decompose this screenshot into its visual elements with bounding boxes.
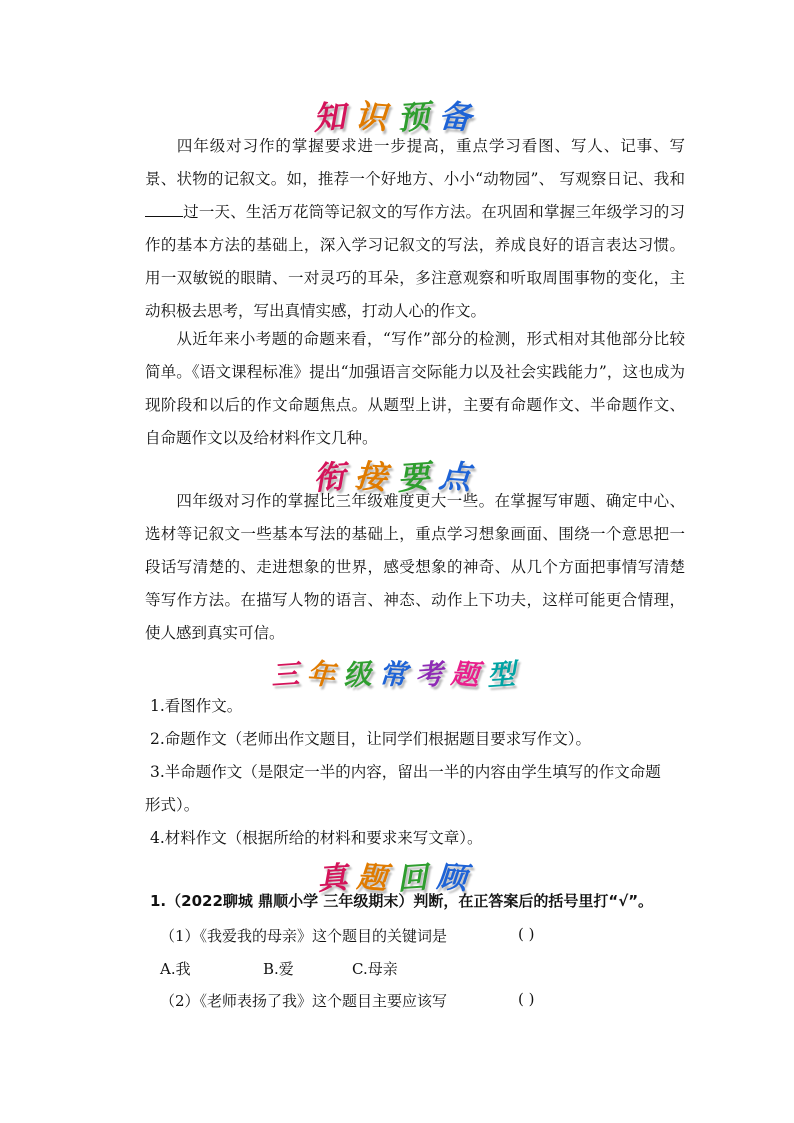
knowledge-text-part-1: 四年级对习作的掌握要求进一步提高，重点学习看图、写人、记事、写景、状物的记叙文。如，推荐一个好地方、小小“动物园”、 写观察日记、我和 [145, 137, 685, 188]
type-item-3-continued: 形式）。 [145, 796, 200, 814]
knowledge-text-part-2: 过一天、生活万花筒等记叙文的写作方法。在巩固和掌握三年级学习的习作的基本方法的基础上，深入学习记叙文的写法，养成良好的语言表达习惯。用一双敏锐的眼睛、一对灵巧的耳朵，多注意观察和听取周围事物的变化，主动积极去思考，写出真情实感，打动人心的作文。 [145, 203, 685, 320]
option-c[interactable]: C.母亲 [352, 960, 398, 978]
knowledge-paragraph-2 [145, 323, 685, 455]
answer-bracket-2[interactable]: ( ) [518, 990, 535, 1008]
heading-char: 题 [355, 859, 398, 898]
heading-char: 型 [486, 656, 525, 693]
heading-char: 备 [437, 96, 483, 138]
heading-char: 考 [413, 656, 453, 693]
heading-char: 接 [353, 456, 399, 498]
knowledge-paragraph-1 [145, 130, 685, 328]
fill-blank [145, 202, 183, 217]
heading-char: 回 [396, 859, 439, 898]
connection-paragraph [145, 485, 685, 650]
option-a[interactable]: A.我 [160, 960, 191, 978]
option-b[interactable]: B.爱 [263, 960, 294, 978]
heading-char: 衔 [311, 456, 357, 498]
question-2: （2）《老师表扬了我》这个题目主要应该写 [160, 992, 448, 1010]
heading-char: 识 [353, 96, 399, 138]
heading-char: 年 [305, 656, 344, 693]
heading-char: 三 [269, 656, 309, 693]
heading-char: 级 [341, 656, 381, 693]
heading-char: 顾 [435, 859, 478, 898]
heading-char: 要 [395, 456, 441, 498]
question-1: （1）《我爱我的母亲》这个题目的关键词是 [160, 927, 448, 945]
connection-text: 四年级对习作的掌握比三年级难度更大一些。在掌握写审题、确定中心、选材等记叙文一些基本写法的基础上，重点学习想象画面、围绕一个意思把一段话写清楚的、走进想象的世界，感受想象的神奇、从几个方面把事情写清楚等写作方法。在描写人物的语言、神态、动作上下功夫，这样可能更合情理，使人感到真实可信。 [145, 492, 685, 642]
type-item-1: 1.看图作文。 [150, 697, 243, 715]
answer-bracket-1[interactable]: ( ) [518, 925, 535, 943]
heading-char: 真 [316, 859, 359, 898]
type-item-4: 4.材料作文（根据所给的材料和要求来写文章）。 [150, 829, 483, 847]
knowledge-text-p2: 从近年来小考题的命题来看，“写作”部分的检测，形式相对其他部分比较简单。《语文课程标准》提出“加强语言交际能力以及社会实践能力”，这也成为现阶段和以后的作文命题焦点。从题型上讲，主要有命题作文、半命题作文、自命题作文以及给材料作文几种。 [145, 330, 685, 447]
type-item-2: 2.命题作文（老师出作文题目，让同学们根据题目要求写作文）。 [150, 730, 592, 748]
heading-char: 预 [395, 96, 441, 138]
question-title: 1.（2022聊城 鼎顺小学 三年级期末）判断，在正答案后的括号里打“√”。 [150, 892, 654, 910]
heading-char: 题 [449, 656, 489, 693]
heading-char: 常 [377, 656, 417, 693]
heading-char: 点 [437, 456, 483, 498]
heading-char: 知 [311, 96, 357, 138]
heading-common-question-types [0, 653, 794, 693]
type-item-3: 3.半命题作文（是限定一半的内容，留出一半的内容由学生填写的作文命题 [150, 763, 661, 781]
